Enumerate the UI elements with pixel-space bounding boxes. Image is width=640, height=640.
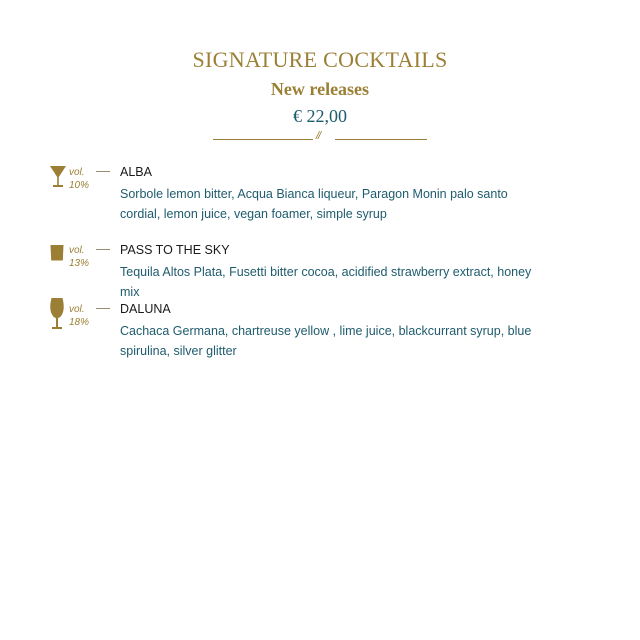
menu-subtitle: New releases — [270, 79, 370, 99]
menu-title: SIGNATURE COCKTAILS — [192, 47, 448, 72]
cocktail-description: Sorbole lemon bitter, Acqua Bianca liqueur, Paragon Monin palo santo cordial, lemon juice, vegan foamer, simple syrup — [120, 187, 508, 221]
item-dash — [96, 249, 110, 250]
cocktail-name: PASS TO THE SKY — [120, 243, 230, 257]
menu-price: € 22,00 — [293, 106, 347, 126]
header-divider — [213, 132, 427, 146]
divider-line-left — [213, 139, 313, 140]
cocktail-glass-icon — [48, 165, 68, 199]
cocktail-name: DALUNA — [120, 302, 171, 316]
cocktail-description: Cachaca Germana, chartreuse yellow , lime juice, blackcurrant syrup, blue spirulina, silver glitter — [120, 324, 532, 358]
vol-label: vol. — [69, 304, 85, 315]
menu-header — [0, 46, 640, 128]
cocktail-name: ALBA — [120, 165, 152, 179]
item-dash — [96, 308, 110, 309]
wine-glass-icon — [48, 297, 68, 331]
vol-value: 10% — [69, 180, 90, 191]
alcohol-volume — [69, 244, 97, 270]
divider-mark: // — [316, 130, 321, 142]
alcohol-volume — [69, 166, 97, 192]
cocktail-description: Tequila Altos Plata, Fusetti bitter cocoa, acidified strawberry extract, honey mix — [120, 265, 532, 299]
alcohol-volume — [69, 303, 97, 329]
rocks-glass-icon — [48, 244, 68, 278]
divider-line-right — [335, 139, 427, 140]
vol-label: vol. — [69, 245, 85, 256]
item-dash — [96, 171, 110, 172]
vol-value: 13% — [69, 258, 90, 269]
vol-value: 18% — [69, 317, 90, 328]
vol-label: vol. — [69, 167, 85, 178]
